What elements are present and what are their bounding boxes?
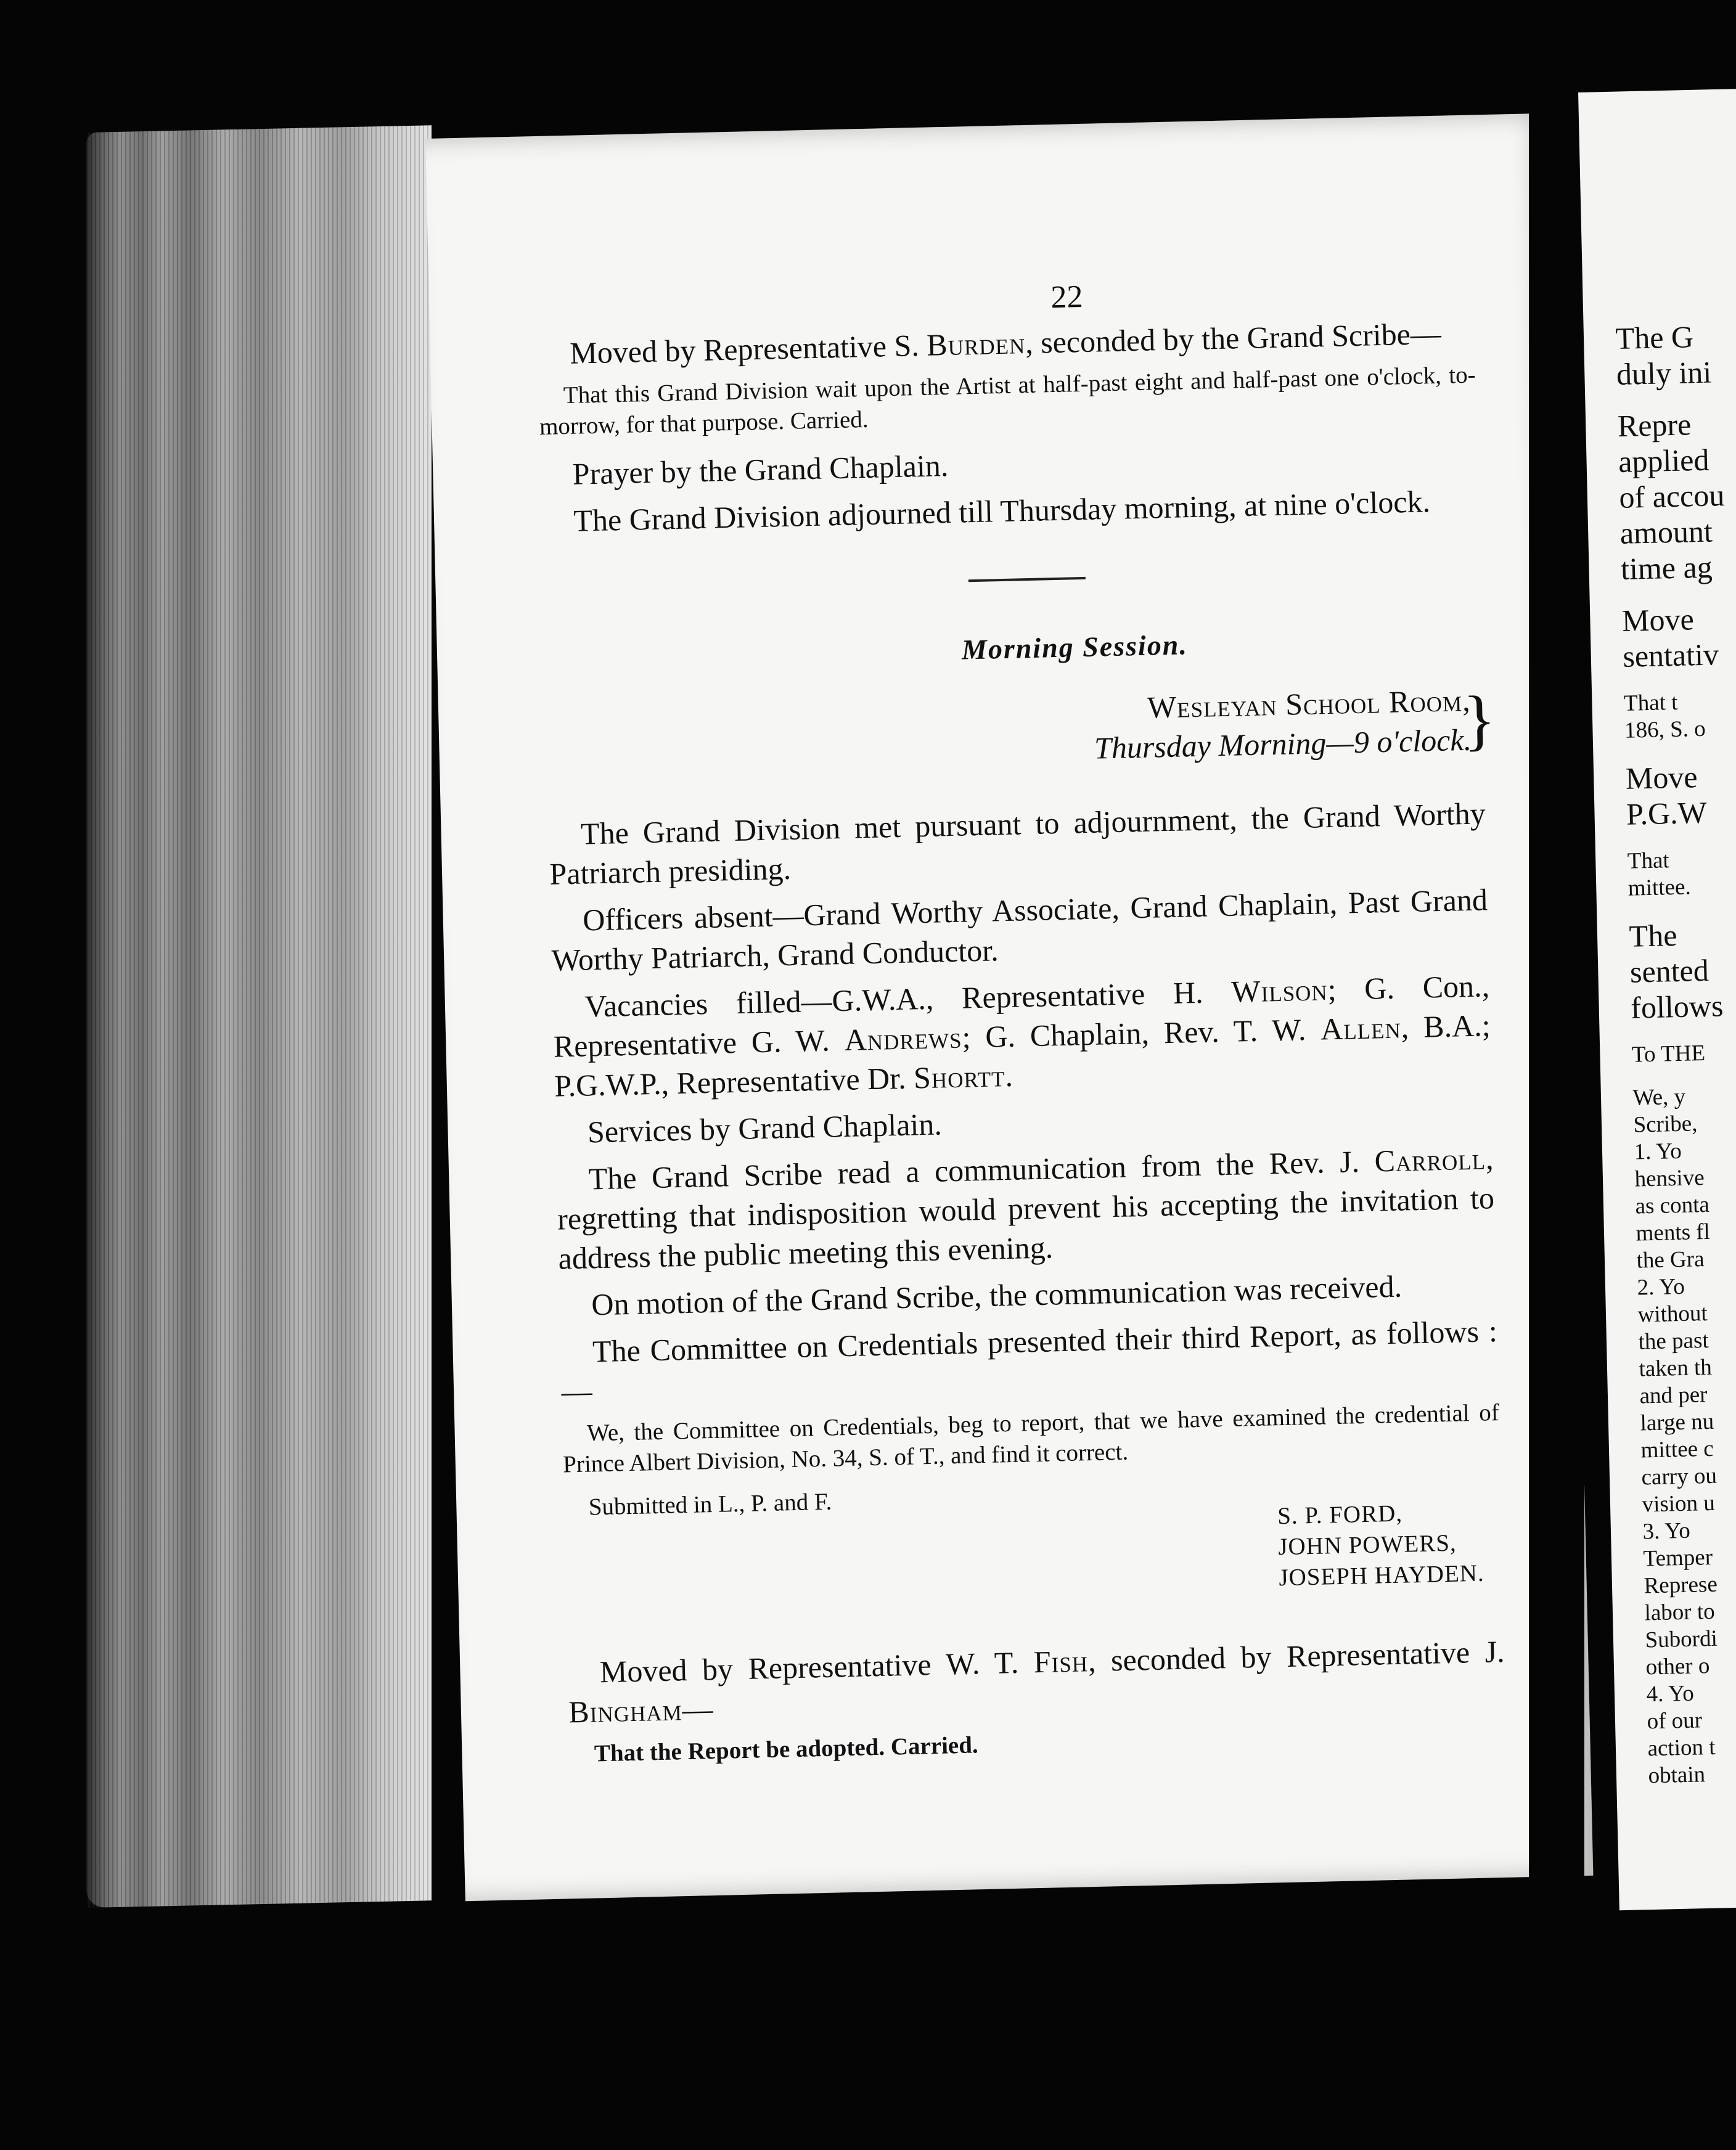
right-page-line: Repre: [1617, 407, 1692, 443]
paragraph-top: Moved by Representative S. Burden, seconded by the Grand Scribe—: [569, 316, 1442, 370]
right-page-line: Temper: [1643, 1544, 1713, 1572]
right-page-line: Scribe,: [1633, 1111, 1698, 1138]
right-page-line: other o: [1645, 1653, 1710, 1680]
signature-row: [563, 1471, 1503, 1609]
right-page-line: of accou: [1618, 478, 1725, 515]
right-page-line: That t: [1623, 689, 1678, 716]
right-page-line: Move: [1621, 602, 1695, 638]
right-page-line: P.G.W: [1626, 795, 1708, 832]
paragraph-top: The Grand Division adjourned till Thursday morning, at nine o'clock.: [573, 484, 1431, 538]
right-page-line: sentativ: [1622, 637, 1719, 674]
right-page-line: That: [1627, 848, 1670, 874]
right-page-line: the Gra: [1636, 1246, 1705, 1273]
right-page-line: without: [1637, 1301, 1708, 1328]
book-fore-edge: [86, 125, 432, 1908]
right-page-line: The: [1629, 917, 1678, 954]
right-page-line: 1. Yo: [1634, 1138, 1682, 1165]
paragraph-adopted: That the Report be adopted. Carried.: [594, 1731, 979, 1767]
right-page-line: large nu: [1640, 1408, 1714, 1436]
right-page-line: carry ou: [1641, 1463, 1718, 1490]
paragraph-top: That this Grand Division wait upon the Artist at half-past eight and half-past one o'clock, to-morrow, for that purpose. Carried.: [539, 361, 1476, 440]
right-page-line: duly ini: [1616, 354, 1712, 391]
right-page-line: The G: [1615, 319, 1694, 356]
right-page-line: 3. Yo: [1642, 1518, 1691, 1545]
right-page-line: and per: [1639, 1382, 1708, 1409]
right-page-line: We, y: [1632, 1084, 1686, 1111]
session-place: Wesleyan School Room,: [1147, 682, 1472, 725]
book-gutter: [1529, 99, 1584, 1899]
paragraph-motion: On motion of the Grand Scribe, the communication was received.: [591, 1269, 1402, 1322]
right-page-line: Represe: [1644, 1571, 1718, 1599]
paragraph-met: The Grand Division met pursuant to adjournment, the Grand Worthy Patriarch presiding.: [549, 796, 1486, 891]
right-page-line: applied: [1618, 442, 1709, 479]
right-page-line: vision u: [1642, 1490, 1716, 1518]
top-paragraphs: [538, 313, 1479, 541]
line-gap: [1632, 1066, 1736, 1085]
right-page-line: ments fl: [1636, 1219, 1711, 1246]
right-page-line: labor to: [1644, 1598, 1716, 1626]
paragraph-services: Services by Grand Chaplain.: [587, 1106, 943, 1150]
line-gap: [1628, 899, 1736, 918]
right-page-line: 186, S. o: [1624, 716, 1706, 743]
section-divider: [968, 577, 1086, 582]
signature-names: [1277, 1496, 1504, 1593]
paragraph-top: Prayer by the Grand Chaplain.: [572, 448, 949, 491]
session-heading: Morning Session.: [961, 629, 1189, 666]
right-page-line: taken th: [1639, 1354, 1713, 1382]
brace-icon: }: [1462, 681, 1497, 758]
right-page-line: the past: [1638, 1327, 1709, 1355]
right-page-line: 4. Yo: [1646, 1680, 1695, 1707]
right-page-line: action t: [1647, 1734, 1716, 1762]
page-number: 22: [1050, 279, 1084, 316]
right-page-line: mittee c: [1640, 1436, 1714, 1463]
paragraph-credentials-report: We, the Committee on Credentials, beg to report, that we have examined the credential of Prince Albert Division, No. 34, S. of T., and find it correct.: [562, 1399, 1500, 1478]
signature-name: S. P. FORD,: [1277, 1500, 1403, 1530]
right-page-line: time ag: [1620, 549, 1713, 586]
right-page-line: To THE: [1631, 1040, 1706, 1068]
paragraph-committee: The Committee on Credentials presented their third Report, as follows :—: [560, 1314, 1498, 1409]
paragraph-officers-absent: Officers absent—Grand Worthy Associate, Grand Chaplain, Past Grand Worthy Patriarch, Grand Conductor.: [551, 882, 1488, 978]
line-gap: [1625, 742, 1736, 761]
right-page-line: 2. Yo: [1637, 1273, 1685, 1301]
session-time: Thursday Morning—9 o'clock.: [1094, 722, 1472, 766]
signature-name: JOSEPH HAYDEN.: [1278, 1559, 1485, 1592]
right-page-line: of our: [1647, 1707, 1703, 1735]
line-gap: [1631, 1023, 1736, 1042]
right-page-line: amount: [1619, 513, 1713, 550]
right-page-line: as conta: [1635, 1191, 1710, 1219]
left-page-text: [536, 269, 1507, 1783]
right-page-line: mittee.: [1628, 874, 1692, 901]
paragraph-moved-fish: Moved by Representative W. T. Fish, seconded by Representative J. Bingham—: [568, 1633, 1505, 1730]
place-time-block: [546, 681, 1497, 780]
signature-name: JOHN POWERS,: [1277, 1529, 1457, 1561]
right-page-line: hensive: [1634, 1165, 1705, 1192]
paragraph-vacancies: Vacancies filled—G.W.A., Representative H. Wilson; G. Con., Representative G. W. Andrews; G. Chaplain, Rev. T. W. Allen, B.A.; P.G.W.P., Representative Dr. Shortt.: [553, 968, 1491, 1103]
line-gap: [1623, 671, 1736, 690]
paragraph-communication: The Grand Scribe read a communication from the Rev. J. Carroll, regretting that indisposition would prevent his accepting the invitation to address the public meeting this evening.: [557, 1141, 1495, 1276]
right-page-line: Move: [1625, 759, 1698, 796]
right-page-line: follows: [1630, 988, 1724, 1025]
line-gap: [1627, 829, 1736, 848]
submitted-line: Submitted in L., P. and F.: [588, 1488, 832, 1521]
right-page-line: Subordi: [1645, 1625, 1718, 1653]
right-page-line: obtain: [1648, 1762, 1706, 1789]
right-page-line: sented: [1629, 952, 1709, 989]
